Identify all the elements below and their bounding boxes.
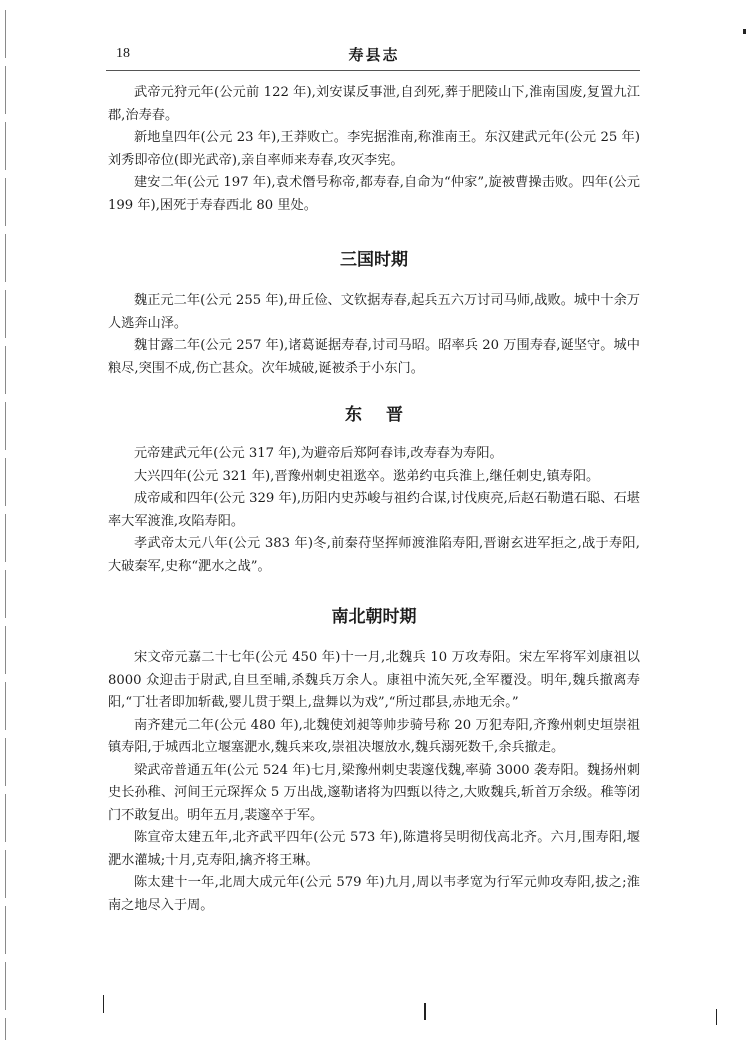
section-heading: 三国时期 — [340, 250, 408, 270]
paragraph: 陈太建十一年,北周大成元年(公元 579 年)九月,周以韦孝宽为行军元帅攻寿阳,拔之;淮南之地尽入于周。 — [108, 875, 640, 913]
paragraph: 建安二年(公元 197 年),袁术僭号称帝,都寿春,自命为“仲家”,旋被曹操击败。四年(公元 199 年),困死于寿春西北 80 里处。 — [108, 175, 640, 213]
paragraph: 梁武帝普通五年(公元 524 年)七月,梁豫州刺史裴邃伐魏,率骑 3000 袭寿阳。魏扬州刺史长孙稚、河间王元琛挥众 5 万出战,邃勒诸将为四甄以待之,大败魏兵,斩首万余级。稚等闭门不敢复出。明年五月,裴邃卒于军。 — [108, 762, 640, 823]
page-header — [110, 40, 638, 68]
scan-artifact-mark — [743, 29, 746, 34]
section-sanguo — [108, 245, 640, 380]
paragraph: 宋文帝元嘉二十七年(公元 450 年)十一月,北魏兵 10 万攻寿阳。宋左军将军刘康祖以 8000 众迎击于尉武,自旦至晡,杀魏兵万余人。康祖中流矢死,全军覆没。明年,魏兵撤离寿阳,“丁壮者即加斩截,婴儿贯于槊上,盘舞以为戏”,“所过郡县,赤地无余。” — [108, 650, 640, 710]
section-heading: 东晋 — [345, 405, 427, 425]
scan-artifact-mark — [424, 1003, 426, 1020]
running-title: 寿县志 — [348, 46, 400, 64]
scan-artifact-mark — [716, 1009, 717, 1025]
paragraph: 魏正元二年(公元 255 年),毌丘俭、文钦据寿春,起兵五六万讨司马师,战败。城中十余万人逃奔山泽。 — [108, 293, 640, 331]
paragraph: 南齐建元二年(公元 480 年),北魏使刘昶等帅步骑号称 20 万犯寿阳,齐豫州刺史垣崇祖镇寿阳,于城西北立堰塞淝水,魏兵来攻,崇祖决堰放水,魏兵溺死数千,余兵撤走。 — [108, 717, 640, 755]
page-body — [108, 82, 640, 917]
paragraph: 武帝元狩元年(公元前 122 年),刘安谋反事泄,自刭死,葬于肥陵山下,淮南国废,复置九江郡,治寿春。 — [108, 85, 640, 123]
paragraph: 元帝建武元年(公元 317 年),为避帝后郑阿春讳,改寿春为寿阳。 — [134, 446, 503, 461]
scan-edge-artifact — [5, 10, 6, 1040]
paragraph: 大兴四年(公元 321 年),晋豫州刺史祖逖卒。逖弟约屯兵淮上,继任刺史,镇寿阳。 — [134, 468, 600, 484]
paragraph: 成帝咸和四年(公元 329 年),历阳内史苏峻与祖约合谋,讨伐庾亮,后赵石勒遣石聪、石堪率大军渡淮,攻陷寿阳。 — [108, 491, 640, 529]
section-dongjin — [108, 400, 640, 578]
section-han — [108, 82, 640, 217]
paragraph: 魏甘露二年(公元 257 年),诸葛诞据寿春,讨司马昭。昭率兵 20 万围寿春,诞坚守。城中粮尽,突围不成,伤亡甚众。次年城破,诞被杀于小东门。 — [108, 338, 640, 376]
paragraph: 孝武帝太元八年(公元 383 年)冬,前秦苻坚挥师渡淮陷寿阳,晋谢玄进军拒之,战于寿阳,大破秦军,史称“淝水之战”。 — [108, 536, 640, 574]
section-heading: 南北朝时期 — [331, 607, 417, 627]
paragraph: 陈宣帝太建五年,北齐武平四年(公元 573 年),陈遣将吴明彻伐高北齐。六月,围寿阳,堰淝水灌城;十月,克寿阳,擒齐将王琳。 — [108, 830, 640, 868]
section-nanbeichao — [108, 602, 640, 917]
header-rule — [106, 70, 640, 71]
scan-artifact-mark — [103, 995, 104, 1013]
paragraph: 新地皇四年(公元 23 年),王莽败亡。李宪据淮南,称淮南王。东汉建武元年(公元 25 年)刘秀即帝位(即光武帝),亲自率师来寿春,攻灭李宪。 — [108, 130, 640, 168]
page-number: 18 — [116, 46, 130, 61]
